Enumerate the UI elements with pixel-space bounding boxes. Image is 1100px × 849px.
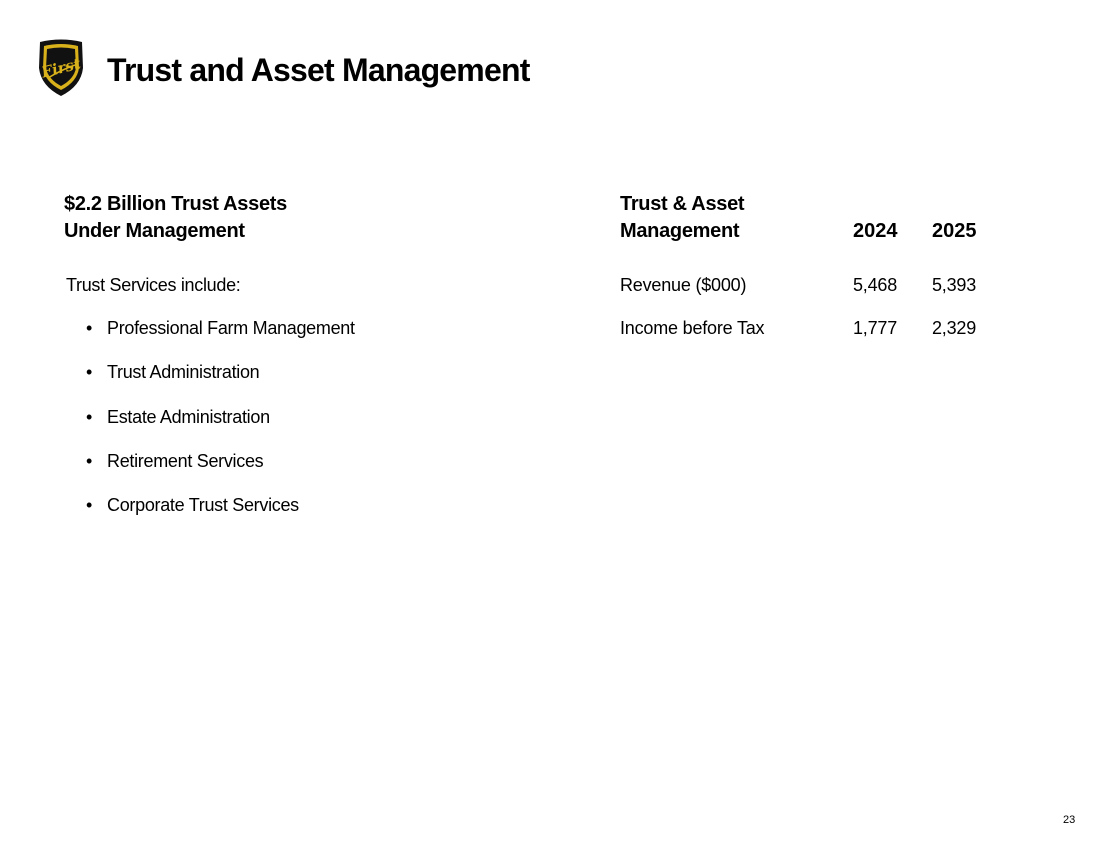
trust-assets-heading-line1: $2.2 Billion Trust Assets [64,193,287,215]
services-intro: Trust Services include: [66,275,241,295]
table-cell: 1,777 [853,318,898,338]
svg-text:First: First [39,54,83,82]
table-header [620,191,744,245]
page-title: Trust and Asset Management [107,52,530,88]
column-header-2024: 2024 [853,220,898,242]
bullet-icon: • [86,406,93,427]
row-label-revenue: Revenue ($000) [620,275,747,295]
bullet-icon: • [86,362,93,383]
service-label: Professional Farm Management [107,318,355,338]
bullet-icon: • [86,450,93,471]
page-number: 23 [1063,814,1076,826]
service-label: Retirement Services [107,450,264,471]
table-header-line2: Management [620,220,740,242]
bullet-icon: • [86,318,93,338]
table-cell: 5,468 [853,275,898,295]
trust-assets-heading-line2: Under Management [64,220,245,242]
table-cell: 5,393 [932,275,977,295]
trust-assets-heading [64,191,287,245]
service-label: Trust Administration [107,362,260,383]
first-shield-logo-icon [35,38,87,98]
bullet-icon: • [86,495,93,516]
table-header-line1: Trust & Asset [620,193,745,215]
row-label-income-before-tax: Income before Tax [620,318,765,338]
table-cell: 2,329 [932,318,977,338]
column-header-2025: 2025 [932,220,977,242]
service-label: Corporate Trust Services [107,495,299,516]
service-label: Estate Administration [107,406,270,427]
